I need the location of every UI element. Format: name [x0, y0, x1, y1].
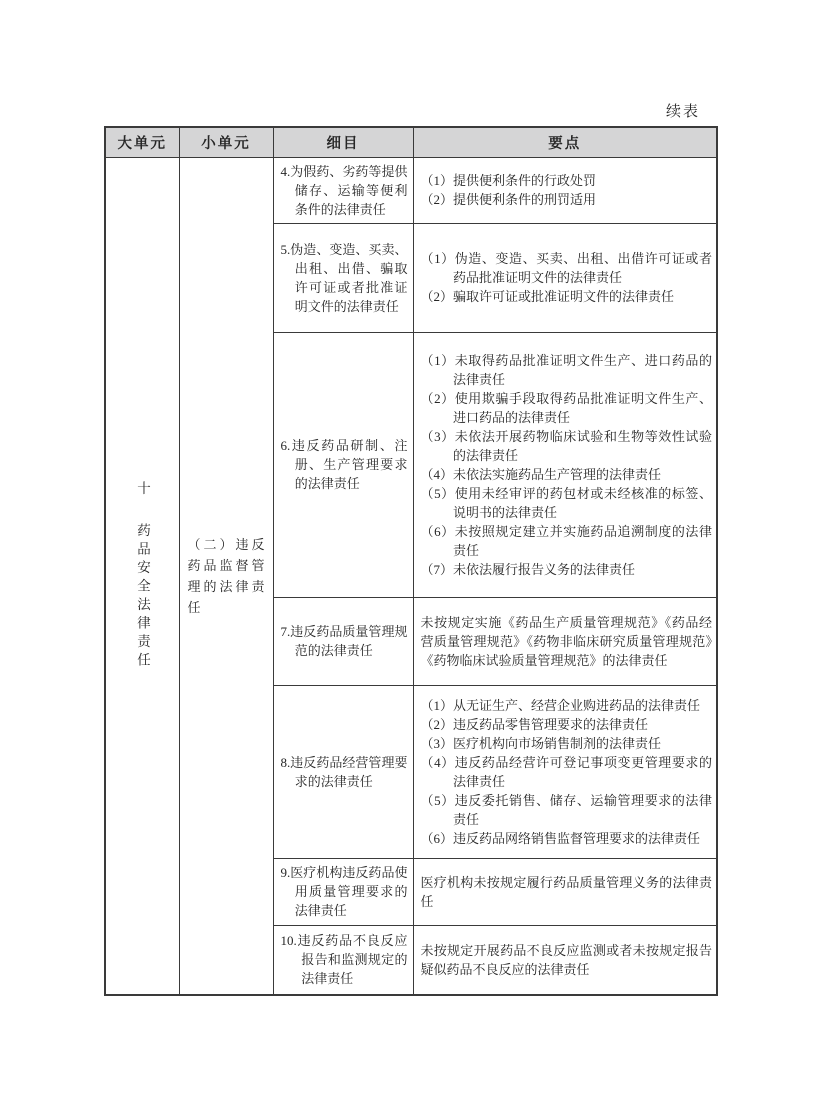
- points-cell: [413, 685, 717, 858]
- detail-cell: [273, 597, 413, 685]
- detail-text: 9.医疗机构违反药品使用质量管理要求的法律责任: [280, 865, 408, 918]
- table-header-row: [105, 127, 717, 157]
- point-text: （6）未按照规定建立并实施药品追溯制度的法律责任: [420, 523, 712, 558]
- point-text: （5）违反委托销售、储存、运输管理要求的法律责任: [420, 792, 712, 827]
- big-unit-vertical-text: [106, 481, 179, 672]
- points-cell: [413, 925, 717, 995]
- detail-cell: [273, 332, 413, 597]
- point-text: （2）提供便利条件的刑罚适用: [420, 192, 597, 207]
- detail-cell: [273, 157, 413, 223]
- big-unit-name: 药品安全法律责任: [135, 523, 150, 671]
- point-text: （6）违反药品网络销售监督管理要求的法律责任: [420, 830, 701, 846]
- detail-cell: [273, 685, 413, 858]
- point-text: （4）违反药品经营许可登记事项变更管理要求的法律责任: [420, 754, 712, 789]
- header-key-points: 要点: [413, 127, 717, 157]
- big-unit-number: 十: [135, 480, 150, 499]
- exam-outline-table: [104, 126, 718, 996]
- continued-table-label: 续表: [665, 104, 700, 120]
- point-text: 医疗机构未按规定履行药品质量管理义务的法律责任: [420, 874, 712, 909]
- header-small-unit: 小单元: [179, 127, 273, 157]
- point-text: 未按规定开展药品不良反应监测或者未按规定报告疑似药品不良反应的法律责任: [420, 942, 712, 977]
- detail-text: 7.违反药品质量管理规范的法律责任: [280, 624, 408, 658]
- detail-text: 10.违反药品不良反应报告和监测规定的法律责任: [280, 933, 408, 987]
- header-detail: 细目: [273, 127, 413, 157]
- points-cell: [413, 157, 717, 223]
- point-text: （1）提供便利条件的行政处罚: [420, 173, 597, 188]
- detail-text: 5.伪造、变造、买卖、出租、出借、骗取许可证或者批准证明文件的法律责任: [280, 241, 408, 314]
- small-unit-cell: [179, 157, 273, 995]
- header-big-unit: 大单元: [105, 127, 179, 157]
- detail-text: 4.为假药、劣药等提供储存、运输等便利条件的法律责任: [280, 163, 408, 217]
- detail-text: 8.违反药品经营管理要求的法律责任: [280, 754, 408, 789]
- points-cell: [413, 597, 717, 685]
- point-text: （2）使用欺骗手段取得药品批准证明文件生产、进口药品的法律责任: [420, 390, 712, 425]
- points-cell: [413, 223, 717, 332]
- detail-cell: [273, 858, 413, 925]
- point-text: （2）违反药品零售管理要求的法律责任: [420, 716, 649, 732]
- point-text: （1）未取得药品批准证明文件生产、进口药品的法律责任: [420, 352, 712, 387]
- point-text: （3）未依法开展药物临床试验和生物等效性试验的法律责任: [420, 428, 712, 463]
- big-unit-cell: [105, 157, 179, 995]
- point-text: 未按规定实施《药品生产质量管理规范》《药品经营质量管理规范》《药物非临床研究质量管理规范》《药物临床试验质量管理规范》的法律责任: [420, 614, 712, 668]
- points-cell: [413, 858, 717, 925]
- point-text: （4）未依法实施药品生产管理的法律责任: [420, 466, 662, 482]
- small-unit-label: （二）违反药品监督管理的法律责任: [187, 536, 265, 615]
- point-text: （1）伪造、变造、买卖、出租、出借许可证或者药品批准证明文件的法律责任: [420, 251, 712, 285]
- point-text: （3）医疗机构向市场销售制剂的法律责任: [420, 735, 662, 751]
- point-text: （5）使用未经审评的药包材或未经核准的标签、说明书的法律责任: [420, 485, 712, 520]
- point-text: （1）从无证生产、经营企业购进药品的法律责任: [420, 697, 701, 713]
- detail-cell: [273, 925, 413, 995]
- point-text: （7）未依法履行报告义务的法律责任: [420, 561, 636, 577]
- point-text: （2）骗取许可证或批准证明文件的法律责任: [420, 289, 675, 304]
- table-row: [105, 157, 717, 223]
- detail-text: 6.违反药品研制、注册、生产管理要求的法律责任: [280, 438, 408, 491]
- points-cell: [413, 332, 717, 597]
- detail-cell: [273, 223, 413, 332]
